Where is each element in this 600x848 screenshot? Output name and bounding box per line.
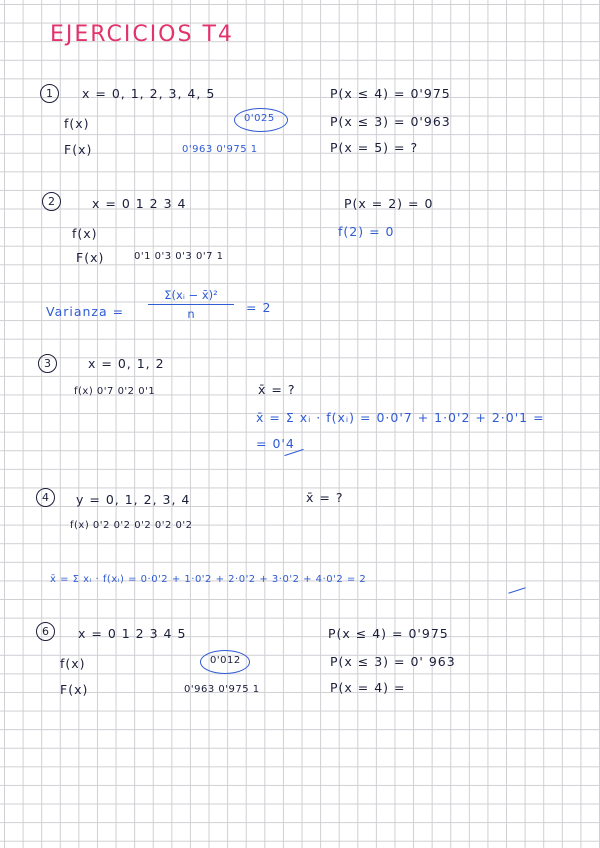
exercise-number-6: 6 <box>36 622 55 641</box>
ex2-F-values: 0'1 0'3 0'3 0'7 1 <box>134 251 224 262</box>
ex4-y-values: y = 0, 1, 2, 3, 4 <box>76 492 191 507</box>
exercise-number-4: 4 <box>36 488 55 507</box>
ex6-F-values: 0'963 0'975 1 <box>184 684 260 695</box>
ex2-variance-denominator: n <box>187 307 195 321</box>
ex4-f-values: f(x) 0'2 0'2 0'2 0'2 0'2 <box>70 520 193 531</box>
ex3-x-values: x = 0, 1, 2 <box>88 356 165 371</box>
ex1-F-label: F(x) <box>64 142 93 157</box>
ex6-f-circled-value: 0'012 <box>210 655 241 666</box>
ex2-prob-1: P(x = 2) = 0 <box>344 196 434 211</box>
ex3-mean-question: x̄ = ? <box>258 382 296 397</box>
ex2-varianza-label: Varianza = <box>46 304 125 319</box>
ex1-F-values: 0'963 0'975 1 <box>182 144 258 155</box>
ex3-mean-formula: x̄ = Σ xᵢ · f(xᵢ) = 0·0'7 + 1·0'2 + 2·0'1 = <box>256 410 545 425</box>
exercise-number-1: 1 <box>40 84 59 103</box>
ex2-f2-result: f(2) = 0 <box>338 224 395 239</box>
ex3-mean-result: = 0'4 <box>256 436 295 451</box>
ex1-x-values: x = 0, 1, 2, 3, 4, 5 <box>82 86 216 101</box>
ex1-prob-3: P(x = 5) = ? <box>330 140 419 155</box>
ex1-f-circled-value: 0'025 <box>244 113 275 124</box>
page-title: EJERCICIOS T4 <box>50 22 234 47</box>
ex1-prob-2: P(x ≤ 3) = 0'963 <box>330 114 451 129</box>
ex1-f-label: f(x) <box>64 116 90 131</box>
ex1-prob-1: P(x ≤ 4) = 0'975 <box>330 86 451 101</box>
ex2-variance-result: = 2 <box>246 300 272 315</box>
ex6-prob-3: P(x = 4) = <box>330 680 406 695</box>
ex2-variance-numerator: Σ(xᵢ − x̄)² <box>164 288 218 302</box>
ex6-f-label: f(x) <box>60 656 86 671</box>
ex2-variance-fraction <box>148 288 234 321</box>
fraction-bar <box>148 304 234 305</box>
exercise-number-2: 2 <box>42 192 61 211</box>
ex6-F-label: F(x) <box>60 682 89 697</box>
exercise-number-3: 3 <box>38 354 57 373</box>
ex2-F-label: F(x) <box>76 250 105 265</box>
ex4-mean-question: x̄ = ? <box>306 490 344 505</box>
ex2-f-label: f(x) <box>72 226 98 241</box>
ex3-f-values: f(x) 0'7 0'2 0'1 <box>74 386 156 397</box>
ex4-result-underline <box>508 587 525 594</box>
ex6-x-values: x = 0 1 2 3 4 5 <box>78 626 187 641</box>
ex6-prob-2: P(x ≤ 3) = 0' 963 <box>330 654 456 669</box>
ex4-mean-formula: x̄ = Σ xᵢ · f(xᵢ) = 0·0'2 + 1·0'2 + 2·0'2 + 3·0'2 + 4·0'2 = 2 <box>50 574 367 585</box>
ex2-x-values: x = 0 1 2 3 4 <box>92 196 187 211</box>
ex6-prob-1: P(x ≤ 4) = 0'975 <box>328 626 449 641</box>
